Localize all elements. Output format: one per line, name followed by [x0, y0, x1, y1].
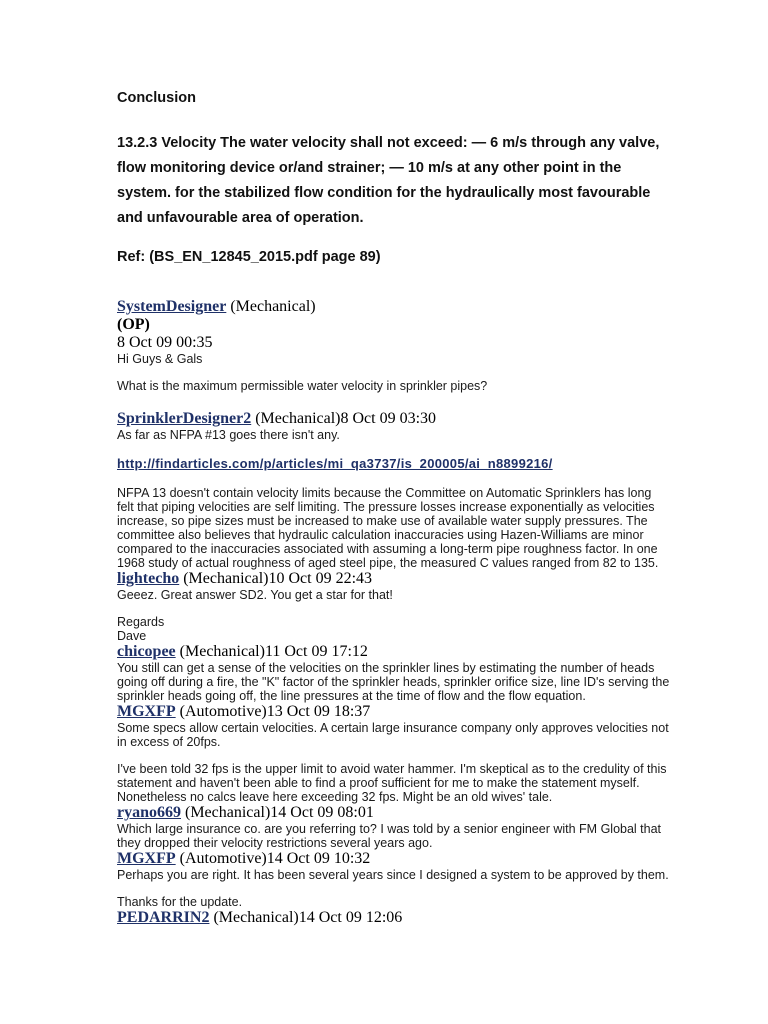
author-link[interactable]: ryano669	[117, 804, 181, 821]
post-paragraph: Dave	[117, 629, 147, 643]
article-link[interactable]: http://findarticles.com/p/articles/mi_qa3737/is_200005/ai_n8899216/	[117, 456, 553, 471]
post-paragraph: As far as NFPA #13 goes there isn't any.	[117, 428, 340, 442]
forum-post	[117, 804, 671, 850]
post-header	[117, 703, 671, 721]
paragraph-gap	[117, 749, 671, 762]
post-header	[117, 850, 671, 868]
author-link[interactable]: MGXFP	[117, 703, 176, 720]
post-meta: (Automotive)14 Oct 09 10:32	[175, 850, 371, 867]
paragraph-gap	[117, 366, 671, 379]
post-paragraph: Perhaps you are right. It has been several years since I designed a system to be approved by them.	[117, 868, 669, 882]
conclusion-heading: Conclusion	[117, 90, 196, 106]
author-link[interactable]: lightecho	[117, 570, 180, 587]
forum-thread	[117, 298, 671, 927]
paragraph-gap	[117, 602, 671, 615]
post-paragraph: Hi Guys & Gals	[117, 352, 203, 366]
post-header	[117, 570, 671, 588]
post-meta: (Mechanical)14 Oct 09 08:01	[181, 804, 374, 821]
conclusion-body: 13.2.3 Velocity The water velocity shall not exceed: — 6 m/s through any valve, flow monitoring device or/and strainer; — 10 m/s at any other point in the system. for the stabilized flow condition for the hydraulically most favourable and unfavourable area of operation.	[117, 135, 660, 226]
post-header	[117, 909, 671, 927]
reference-line: Ref: (BS_EN_12845_2015.pdf page 89)	[117, 249, 381, 265]
forum-post	[117, 703, 671, 804]
forum-post	[117, 570, 671, 643]
post-paragraph: NFPA 13 doesn't contain velocity limits because the Committee on Automatic Sprinklers has long felt that piping velocities are self limiting. The pressure losses increase exponentially as velocities increase, so pipe sizes must be increased to make use of available water supply pressures. The committee also believes that hydraulic calculation inaccuracies using Hazen-Williams are minor compared to the inaccuracies associated with assuming a long-term pipe roughness factor. In one 1968 study of actual roughness of aged steel pipe, the measured C values ranged from 82 to 135.	[117, 486, 659, 570]
paragraph-gap	[117, 473, 671, 486]
paragraph-gap	[117, 442, 671, 455]
post-meta: (Mechanical)11 Oct 09 17:12	[175, 643, 368, 660]
post-paragraph: Some specs allow certain velocities. A certain large insurance company only approves velocities not in excess of 20fps.	[117, 721, 669, 749]
post-meta: (Mechanical)10 Oct 09 22:43	[179, 570, 373, 587]
post-paragraph: I've been told 32 fps is the upper limit to avoid water hammer. I'm skeptical as to the credulity of this statement and haven't been able to find a proof sufficient for me to make the statement myself. Nonetheless no calcs leave here exceeding 32 fps. Might be an old wives' tale.	[117, 762, 667, 804]
post-meta: (Mechanical)14 Oct 09 12:06	[209, 909, 403, 926]
forum-post	[117, 909, 671, 927]
post-paragraph: Thanks for the update.	[117, 895, 243, 909]
post-header	[117, 298, 671, 316]
post-header	[117, 804, 671, 822]
post-paragraph: Geeez. Great answer SD2. You get a star for that!	[117, 588, 393, 602]
post-paragraph: Regards	[117, 615, 165, 629]
post-paragraph: You still can get a sense of the velocities on the sprinkler lines by estimating the number of heads going off during a fire, the "K" factor of the sprinkler heads, sprinkler orifice size, line ID's serving the sprinkler heads going off, the line pressures at the time of flow and the flow equation.	[117, 661, 670, 703]
author-link[interactable]: chicopee	[117, 643, 176, 660]
forum-post	[117, 298, 671, 410]
op-tag: (OP)	[117, 316, 150, 333]
author-link[interactable]: SprinklerDesigner2	[117, 410, 252, 427]
post-header	[117, 410, 671, 428]
forum-post	[117, 643, 671, 703]
author-link[interactable]: SystemDesigner	[117, 298, 227, 315]
post-paragraph: Which large insurance co. are you referring to? I was told by a senior engineer with FM Global that they dropped their velocity restrictions several years ago.	[117, 822, 662, 850]
conclusion-section	[117, 86, 669, 270]
post-header	[117, 643, 671, 661]
paragraph-gap	[117, 882, 671, 895]
post-meta: (Automotive)13 Oct 09 18:37	[175, 703, 371, 720]
author-link[interactable]: PEDARRIN2	[117, 909, 210, 926]
post-meta: (Mechanical)	[226, 298, 316, 315]
paragraph-gap	[117, 393, 671, 410]
post-timestamp: 8 Oct 09 00:35	[117, 334, 213, 351]
post-meta: (Mechanical)8 Oct 09 03:30	[251, 410, 437, 427]
forum-post	[117, 410, 671, 570]
forum-post	[117, 850, 671, 909]
post-paragraph: What is the maximum permissible water velocity in sprinkler pipes?	[117, 379, 488, 393]
author-link[interactable]: MGXFP	[117, 850, 176, 867]
